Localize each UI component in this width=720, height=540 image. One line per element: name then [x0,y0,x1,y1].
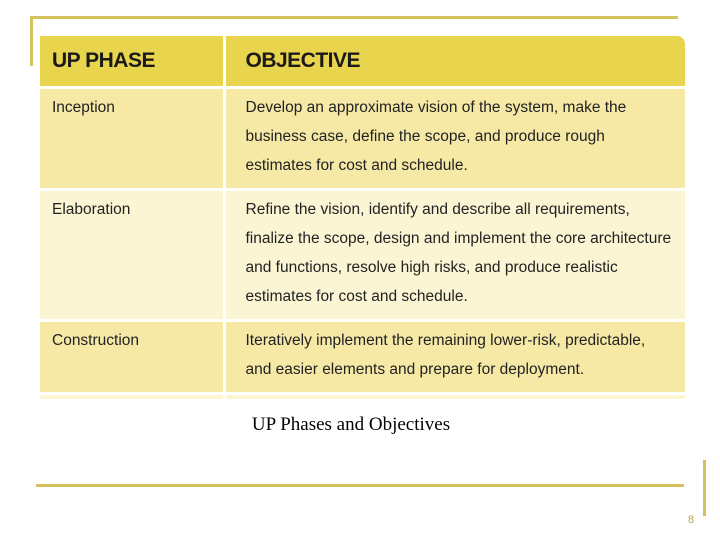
phase-cell [40,394,224,400]
objective-cell: Develop an approximate vision of the system, make the business case, define the scope, and produce rough estimates for cost and schedule. [224,88,685,190]
table-row [40,190,685,321]
slide-frame-left [30,16,33,66]
slide-frame-top [30,16,678,19]
phases-table [40,36,685,399]
header-objective: OBJECTIVE [224,36,685,88]
objective-cell [224,394,685,400]
phase-cell: Elaboration [40,190,224,321]
phase-cell: Inception [40,88,224,190]
table-row [40,88,685,190]
page-number: 8 [688,514,695,526]
slide-frame-bottom [36,484,684,487]
objective-cell: Iteratively implement the remaining lower-risk, predictable, and easier elements and prepare for deployment. [224,321,685,394]
slide-frame-right [703,460,706,516]
table-row [40,394,685,400]
table-caption: UP Phases and Objectives [251,414,451,435]
objective-cell: Refine the vision, identify and describe all requirements, finalize the scope, design and implement the core architecture and functions, resolve high risks, and produce realistic estimates for cost and schedule. [224,190,685,321]
phases-table-container [40,36,685,399]
table-row [40,321,685,394]
table-header-row [40,36,685,88]
phase-cell: Construction [40,321,224,394]
header-up-phase: UP PHASE [40,36,224,88]
